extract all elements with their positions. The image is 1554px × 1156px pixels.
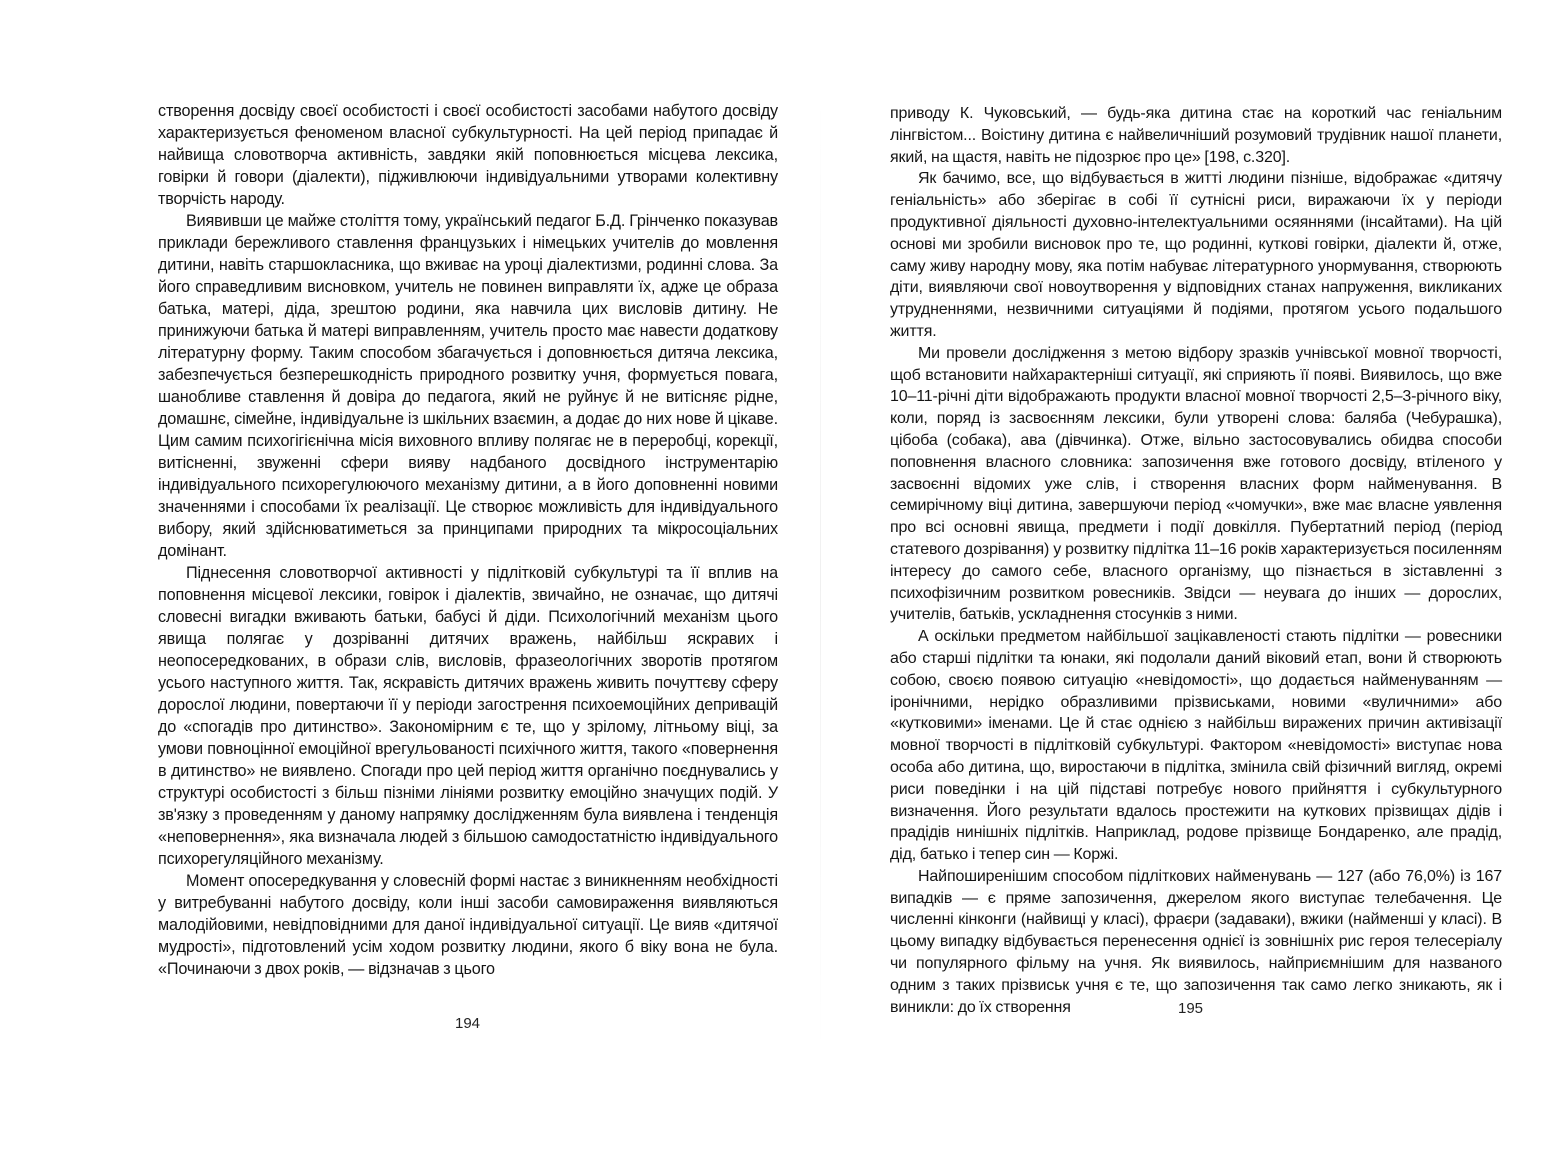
left-page-number: 194	[455, 1015, 481, 1032]
left-paragraph-1: створення досвіду своєї особистості і своєї особистості засобами набутого досвіду характеризується феноменом власної субкультурності. На цей період припадає й найвища словотворча активність, завдяки якій поповнюється місцева лексика, говірки й говори (діалекти), підживлюючи індивідуальними утворами колективну творчість народу.	[158, 102, 778, 208]
left-paragraph-3: Піднесення словотворчої активності у підлітковій субкультурі та її вплив на поповнення місцевої лексики, говірок і діалектів, звичайно, не означає, що дитячі словесні вигадки вживають батьки, бабусі й діди. Психологічний механізм цього явища полягає у дозріванні дитячих вражень, найбільш яскравих і неопосередкованих, в образи слів, висловів, фразеологічних зворотів протягом усього наступного життя. Так, яскравість дитячих вражень живить почуттєву сферу дорослої людини, повертаючи її у періоди загострення психоемоційних депривацій до «спогадів про дитинство». Закономірним є те, що у зрілому, літньому віці, за умови повноцінної емоційної врегульованості психічного життя, такого «повернення в дитинство» не виявлено. Спогади про цей період життя органічно поєднувались у структурі особистості з більш пізніми лініями розвитку емоційно значущих подій. У зв'язку з проведенням у даному напрямку дослідженням була виявлена і тенденція «неповернення», яка визначала людей з більшою самодостатністю індивідуального психорегуляційного механізму.	[158, 564, 778, 868]
right-page-number: 195	[1178, 1000, 1204, 1017]
right-paragraph-4: А оскільки предметом найбільшої зацікавленості стають підлітки — ровесники або старші підлітки та юнаки, які подолали даний віковий етап, вони й створюють собою, своєю появою ситуацію «невідомості», що додається найменуванням — іронічними, нерідко образливими прізвиськами, новими «вуличними» або «кутковими» іменами. Це й стає однією з найбільш виражених причин активізації мовної творчості в підлітковій субкультурі. Фактором «невідомості» виступає нова особа або дитина, що, виростаючи в підлітка, змінила свій фізичний вигляд, окремі риси поведінки і на цій підставі потребує нового прийняття і субкультурного визначення. Його результати вдалось простежити на куткових прізвищах дідів і прадідів нинішніх підлітків. Наприклад, родове прізвище Бондаренко, але прадід, дід, батько і тепер син — Коржі.	[890, 628, 1502, 864]
left-page	[158, 100, 778, 980]
right-paragraph-2: Як бачимо, все, що відбувається в житті людини пізніше, відображає «дитячу геніальність» або зберігає в собі її сутнісні риси, виражаючи їх у періоди продуктивної діяльності духовно-інтелектуальними осяяннями (інсайтами). На цій основі ми зробили висновок про те, що родинні, куткові говірки, діалекти й, отже, саму живу народну мову, яка потім набуває літературного унормування, створюють діти, виявляючи свої новоутворення у відповідних станах напруження, викликаних утрудненнями, незвичними ситуаціями й подіями, протягом усього подальшого життя.	[890, 170, 1502, 340]
book-gutter	[820, 95, 821, 1055]
left-paragraph-2: Виявивши це майже століття тому, український педагог Б.Д. Грінченко показував приклади бережливого ставлення французьких і німецьких учителів до мовлення дитини, навіть старшокласника, що вживає на уроці діалектизми, родинні слова. За його справедливим висновком, учитель не повинен виправляти їх, адже це образа батька, матері, діда, зрештою родини, яка навчила цих висловів дитину. Не принижуючи батька й матері виправленням, учитель просто має навести додаткову літературну форму. Таким способом збагачується і доповнюється дитяча лексика, забезпечується безперешкодність природного розвитку учня, формується повага, шанобливе ставлення й довіра до педагога, який не руйнує й не витісняє рідне, домашнє, сімейне, індивідуальне із шкільних взаємин, а додає до них нове й цікаве. Цим самим психогігієнічна місія виховного впливу полягає не в переробці, корекції, витісненні, звуженні сфери вияву надбаного досвідного інструментарію індивідуального психорегулюючого механізму дитини, а в його доповненні новими значеннями і способами їх реалізації. Це створює можливість для індивідуального вибору, який здійснюватиметься за принципами природних та мікросоціальних домінант.	[158, 212, 778, 560]
left-paragraph-4: Момент опосередкування у словесній формі настає з виникненням необхідності у витребуванні набутого досвіду, коли інші засоби самовираження виявляються малодійовими, невідповідними для даної індивідуальної ситуації. Це вияв «дитячої мудрості», підготовлений усім ходом розвитку людини, якого б віку вона не була. «Починаючи з двох років, — відзначав з цього	[158, 872, 778, 978]
right-paragraph-5: Найпоширенішим способом підліткових найменувань — 127 (або 76,0%) із 167 випадків — є пряме запозичення, джерелом якого виступає телебачення. Це численні кінконги (найвищі у класі), фраєри (задаваки), вжики (найменші у класі). В цьому випадку відбувається перенесення однієї із зовнішніх рис героя телесеріалу чи популярного фільму на учня. Як виявилось, найприємнішим для названого одним з таких прізвиськ учня є те, що запозичення так само легко зникають, як і виникли: до їх створення	[890, 867, 1502, 1016]
right-paragraph-1: приводу К. Чуковський, — будь-яка дитина стає на короткий час геніальним лінгвістом... Воістину дитина є найвеличніший розумовий трудівник нашої планети, який, на щастя, навіть не підозрює про це» [198, с.320].	[890, 105, 1502, 166]
right-paragraph-3: Ми провели дослідження з метою відбору зразків учнівської мовної творчості, щоб встановити найхарактерніші ситуації, які сприяють її появі. Виявилось, що вже 10–11-річні діти відображають продукти власної мовної творчості 2,5–3-річного віку, коли, поряд із засвоєнням лексики, були утворені слова: баляба (Чебурашка), цібоба (собака), ава (дівчинка). Отже, вільно застосовувались обидва способи поповнення власного словника: запозичення вже готового досвіду, втіленого у засвоєнні відомих уже слів, і створення власних форм найменування. В семирічному віці дитина, завершуючи період «чомучки», вже має власне уявлення про всі основні явища, предмети і події довкілля. Пубертатний період (період статевого дозрівання) у розвитку підлітка 11–16 років характеризується посиленням інтересу до самого себе, власного організму, що пізнається в зіставленні з психофізичним розвитком ровесників. Звідси — неувага до інших — дорослих, учителів, батьків, ускладнення стосунків з ними.	[890, 344, 1502, 624]
right-page	[890, 103, 1502, 1018]
